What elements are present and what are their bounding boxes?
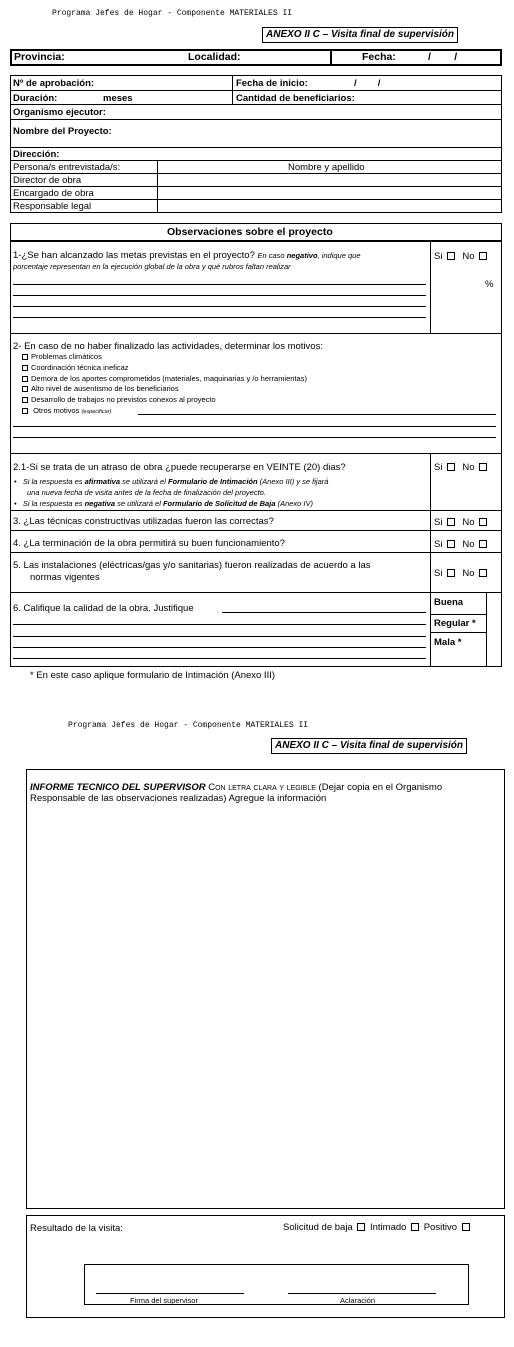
motivo-otros: Otros motivos (especificar) <box>22 405 111 418</box>
nombre-proyecto-label: Nombre del Proyecto: <box>13 126 112 137</box>
resultado-options: Solicitud de baja Intimado Positivo <box>283 1222 472 1233</box>
informe-tecnico-box[interactable] <box>26 769 505 1209</box>
page2-header: Programa Jefes de Hogar - Componente MATERIALES II <box>68 721 309 730</box>
q6-answer-line[interactable] <box>13 624 426 625</box>
motivo-checkbox[interactable] <box>22 397 28 403</box>
q1-answer-line[interactable] <box>13 306 426 307</box>
calidad-mala-check[interactable] <box>488 636 499 664</box>
motivo-checkbox[interactable] <box>22 408 28 414</box>
q2-answer-line[interactable] <box>13 426 496 427</box>
q5-si-checkbox[interactable] <box>447 569 455 577</box>
page1-anexo-title: ANEXO II C – Visita final de supervisión <box>262 27 458 43</box>
observaciones-title: Observaciones sobre el proyecto <box>167 226 333 238</box>
motivo-item: Alto nivel de ausentismo de los beneficiarios <box>22 383 179 394</box>
motivo-item: Problemas climáticos <box>22 351 102 362</box>
motivo-item: Desarrollo de trabajos no previstos conexos al proyecto <box>22 394 216 405</box>
aprobacion-label: Nº de aprobación: <box>13 78 95 89</box>
q3-si-checkbox[interactable] <box>447 518 455 526</box>
q21-no-checkbox[interactable] <box>479 463 487 471</box>
q6-answer-line[interactable] <box>13 647 426 648</box>
persona-row-responsable: Responsable legal <box>13 201 92 212</box>
firma-label: Firma del supervisor <box>130 1296 198 1305</box>
q6-answer-line[interactable] <box>13 636 426 637</box>
meses-label: meses <box>103 93 133 104</box>
informe-heading-line2: Responsable de las observaciones realizadas) Agregue la información <box>30 793 327 804</box>
aclaracion-line[interactable] <box>288 1293 436 1294</box>
organismo-label: Organismo ejecutor: <box>13 107 106 118</box>
q1-answer-line[interactable] <box>13 284 426 285</box>
q1-answer-line[interactable] <box>13 317 426 318</box>
q21-si-no: Si No <box>434 462 489 473</box>
motivo-checkbox[interactable] <box>22 386 28 392</box>
q5-no-checkbox[interactable] <box>479 569 487 577</box>
q21-text: 2.1-Si se trata de un atraso de obra ¿puede recuperarse en VEINTE (20) dias? <box>13 462 346 473</box>
motivo-checkbox[interactable] <box>22 354 28 360</box>
footnote: * En este caso aplique formulario de Intimación (Anexo III) <box>30 670 276 681</box>
q4-text: 4. ¿La terminación de la obra permitirá su buen funcionamiento? <box>13 538 285 549</box>
calidad-regular: Regular * <box>434 618 476 629</box>
calidad-regular-check[interactable] <box>488 617 499 629</box>
duracion-label: Duración: <box>13 93 58 104</box>
q6-answer-line[interactable] <box>13 658 426 659</box>
positivo-checkbox[interactable] <box>462 1223 470 1231</box>
q1-si-checkbox[interactable] <box>447 252 455 260</box>
nombre-apellido-header: Nombre y apellido <box>288 162 365 173</box>
page1-header: Programa Jefes de Hogar - Componente MATERIALES II <box>52 9 293 18</box>
otros-answer-line[interactable] <box>138 414 496 415</box>
informe-heading: INFORME TECNICO DEL SUPERVISOR Con letra clara y legible (Dejar copia en el Organismo <box>30 782 443 793</box>
motivo-checkbox[interactable] <box>22 376 28 382</box>
q3-si-no: Si No <box>434 517 489 528</box>
q1-answer-line[interactable] <box>13 295 426 296</box>
q6-answer-line[interactable] <box>222 612 426 613</box>
q2-answer-line[interactable] <box>13 437 496 438</box>
q5-text: 5. Las instalaciones (eléctricas/gas y/o sanitarias) fueron realizadas de acuerdo a las <box>13 560 371 571</box>
q21-bullet-afirmativa: • Si la respuesta es afirmativa se utilizará el Formulario de Intimación (Anexo III) y se fijará <box>14 477 329 486</box>
q21-si-checkbox[interactable] <box>447 463 455 471</box>
q4-no-checkbox[interactable] <box>479 540 487 548</box>
q1-si-no: Si No <box>434 251 489 262</box>
provincia-label: Provincia: <box>14 51 65 63</box>
fecha-separators: / / <box>428 51 458 63</box>
q6-text: 6. Califique la calidad de la obra. Justifique <box>13 603 194 614</box>
q5-text-line2: normas vigentes <box>30 572 100 583</box>
q4-si-no: Si No <box>434 539 489 550</box>
observaciones-block <box>10 223 502 667</box>
intimado-checkbox[interactable] <box>411 1223 419 1231</box>
fecha-label: Fecha: <box>362 51 396 63</box>
q1-text: 1-¿Se han alcanzado las metas previstas en el proyecto? En caso negativo, indique que <box>13 250 361 261</box>
aclaracion-label: Aclaración <box>340 1296 376 1305</box>
q2-text: 2- En caso de no haber finalizado las actividades, determinar los motivos: <box>13 341 323 352</box>
page2-anexo-title: ANEXO II C – Visita final de supervisión <box>271 738 467 754</box>
personas-header: Persona/s entrevistada/s: <box>13 162 121 173</box>
q21-bullet-negativa: • Si la respuesta es negativa se utilizará el Formulario de Solicitud de Baja (Anexo IV) <box>14 499 314 508</box>
solicitud-baja-checkbox[interactable] <box>357 1223 365 1231</box>
persona-row-director: Director de obra <box>13 175 82 186</box>
firma-line[interactable] <box>96 1293 244 1294</box>
motivo-item: Demora de los aportes comprometidos (materiales, maquinarias y /o herramientas) <box>22 373 307 384</box>
q21-bullet-afirmativa-line2: una nueva fecha de visita antes de la fecha de finalización del proyecto. <box>27 488 266 497</box>
q3-text: 3. ¿Las técnicas constructivas utilizadas fueron las correctas? <box>13 516 274 527</box>
q1-percent: % <box>485 279 494 290</box>
direccion-label: Dirección: <box>13 149 60 160</box>
q1-text-line2: porcentaje representan en la ejecución global de la obra y qué rubros faltan realizar <box>13 262 291 271</box>
motivo-checkbox[interactable] <box>22 365 28 371</box>
fecha-inicio-label: Fecha de inicio: <box>236 78 308 89</box>
q1-no-checkbox[interactable] <box>479 252 487 260</box>
calidad-mala: Mala * <box>434 637 462 648</box>
resultado-label: Resultado de la visita: <box>30 1223 123 1234</box>
localidad-label: Localidad: <box>188 51 241 63</box>
q3-no-checkbox[interactable] <box>479 518 487 526</box>
calidad-buena-check[interactable] <box>488 596 499 611</box>
fecha-inicio-separators: / / <box>354 78 381 89</box>
q5-si-no: Si No <box>434 568 489 579</box>
persona-row-encargado: Encargado de obra <box>13 188 94 199</box>
motivo-item: Coordinación técnica ineficaz <box>22 362 129 373</box>
calidad-buena: Buena <box>434 597 464 608</box>
beneficiarios-label: Cantidad de beneficiarios: <box>236 93 355 104</box>
q4-si-checkbox[interactable] <box>447 540 455 548</box>
